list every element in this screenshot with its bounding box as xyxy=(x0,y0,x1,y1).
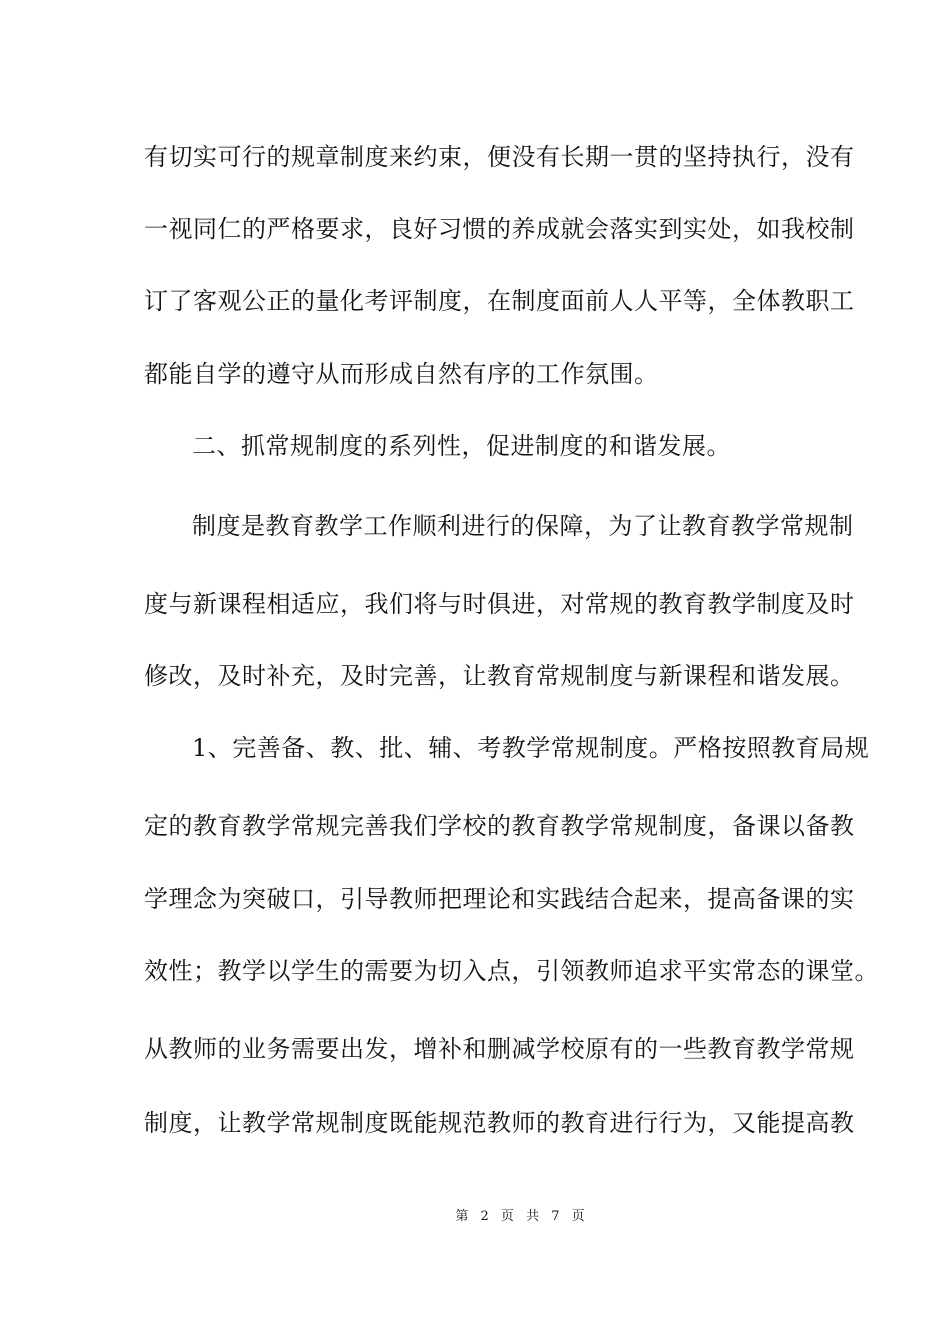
footer-prefix: 第 xyxy=(455,1209,469,1224)
paragraph-line: 学理念为突破口，引导教师把理论和实践结合起来，提高备课的实 xyxy=(144,885,855,913)
paragraph-line: 一视同仁的严格要求，良好习惯的养成就会落实到实处，如我校制 xyxy=(144,215,855,243)
footer-page-word: 页 xyxy=(500,1209,514,1224)
footer-current-page: 2 xyxy=(480,1209,489,1224)
paragraph-line: 度与新课程相适应，我们将与时俱进，对常规的教育教学制度及时 xyxy=(144,590,855,618)
footer-suffix: 页 xyxy=(571,1209,585,1224)
footer-total-word: 共 xyxy=(526,1209,540,1224)
page-footer xyxy=(0,1208,950,1226)
paragraph-line: 制度是教育教学工作顺利进行的保障，为了让教育教学常规制 xyxy=(192,512,854,540)
paragraph-line: 有切实可行的规章制度来约束，便没有长期一贯的坚持执行，没有 xyxy=(144,143,855,171)
section-heading: 二、抓常规制度的系列性，促进制度的和谐发展。 xyxy=(192,432,731,460)
footer-total-pages: 7 xyxy=(551,1209,560,1224)
paragraph-line: 修改，及时补充，及时完善，让教育常规制度与新课程和谐发展。 xyxy=(144,662,855,690)
paragraph-line: 从教师的业务需要出发，增补和删减学校原有的一些教育教学常规 xyxy=(144,1035,855,1063)
paragraph-line: 制度，让教学常规制度既能规范教师的教育进行行为，又能提高教 xyxy=(144,1109,855,1137)
paragraph-line: 都能自学的遵守从而形成自然有序的工作氛围。 xyxy=(144,360,659,388)
paragraph-line: 1、完善备、教、批、辅、考教学常规制度。严格按照教育局规 xyxy=(192,734,870,762)
paragraph-line: 订了客观公正的量化考评制度，在制度面前人人平等，全体教职工 xyxy=(144,287,855,315)
paragraph-line: 定的教育教学常规完善我们学校的教育教学常规制度，备课以备教 xyxy=(144,812,855,840)
paragraph-line: 效性；教学以学生的需要为切入点，引领教师追求平实常态的课堂。 xyxy=(144,957,879,985)
